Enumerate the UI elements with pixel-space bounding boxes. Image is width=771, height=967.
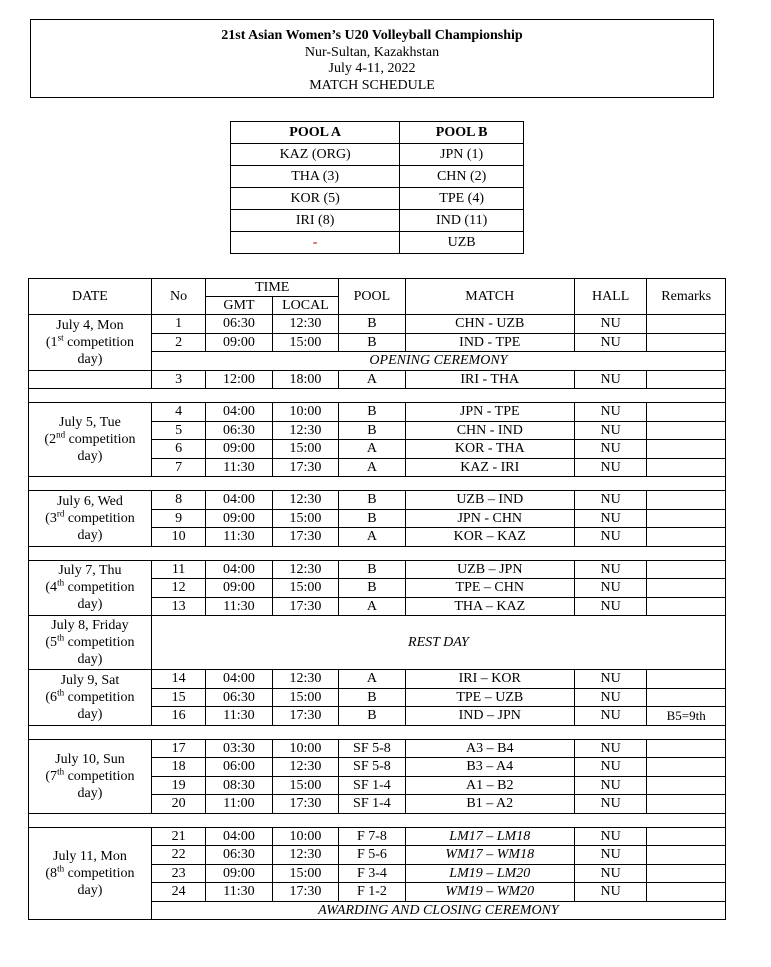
- local-time: 12:30: [272, 315, 338, 334]
- remarks-header: Remarks: [647, 279, 726, 315]
- spacer-row: [29, 725, 726, 739]
- hall-cell: NU: [574, 370, 647, 389]
- gmt-time: 09:00: [206, 440, 272, 459]
- hall-cell: NU: [574, 579, 647, 598]
- match-row: [29, 739, 726, 758]
- local-time: 15:00: [272, 333, 338, 352]
- match-no: 23: [151, 864, 205, 883]
- opening-ceremony: OPENING CEREMONY: [151, 352, 725, 371]
- match-cell: TPE – UZB: [405, 688, 574, 707]
- hall-cell: NU: [574, 795, 647, 814]
- hall-cell: NU: [574, 528, 647, 547]
- pool-row: [231, 144, 524, 166]
- pool-cell: B: [339, 509, 405, 528]
- hall-cell: NU: [574, 440, 647, 459]
- hall-cell: NU: [574, 560, 647, 579]
- match-no: 10: [151, 528, 205, 547]
- day-label: day): [77, 351, 103, 367]
- match-row: [29, 403, 726, 422]
- remarks-cell: [647, 827, 726, 846]
- pool-b-team: TPE (4): [400, 188, 524, 210]
- hall-cell: NU: [574, 403, 647, 422]
- match-cell: CHN - UZB: [405, 315, 574, 334]
- match-no: 2: [151, 333, 205, 352]
- day-ordinal-suffix: th: [57, 632, 65, 643]
- local-time: 12:30: [272, 758, 338, 777]
- pool-cell: B: [339, 333, 405, 352]
- pool-cell: B: [339, 707, 405, 726]
- hall-cell: NU: [574, 670, 647, 689]
- pool-a-team: THA (3): [231, 166, 400, 188]
- remarks-cell: [647, 440, 726, 459]
- match-no: 7: [151, 458, 205, 477]
- match-cell: UZB – JPN: [405, 560, 574, 579]
- remarks-cell: [647, 370, 726, 389]
- date-label: July 5, Tue: [59, 415, 121, 430]
- pool-cell: B: [339, 491, 405, 510]
- day-ordinal: (1: [45, 334, 58, 350]
- match-no: 12: [151, 579, 205, 598]
- remarks-cell: B5=9th: [647, 707, 726, 726]
- gmt-time: 06:30: [206, 846, 272, 865]
- local-time: 10:00: [272, 827, 338, 846]
- gmt-time: 06:30: [206, 688, 272, 707]
- pool-a-team: IRI (8): [231, 210, 400, 232]
- hall-header: HALL: [574, 279, 647, 315]
- local-time: 17:30: [272, 597, 338, 616]
- match-no: 5: [151, 421, 205, 440]
- pool-cell: SF 1-4: [339, 776, 405, 795]
- pool-a-team: -: [231, 232, 400, 254]
- date-cell: [29, 560, 152, 616]
- day-ordinal-suffix: th: [57, 577, 65, 588]
- gmt-time: 04:00: [206, 560, 272, 579]
- pool-header: POOL: [339, 279, 405, 315]
- hall-cell: NU: [574, 421, 647, 440]
- day-ordinal: (5: [45, 635, 58, 650]
- pool-cell: B: [339, 688, 405, 707]
- location: Nur-Sultan, Kazakhstan: [304, 44, 440, 60]
- pool-b-header: POOL B: [400, 122, 524, 144]
- match-cell: IND - TPE: [405, 333, 574, 352]
- local-time: 15:00: [272, 509, 338, 528]
- day-ordinal-suffix: th: [57, 765, 65, 776]
- hall-cell: NU: [574, 707, 647, 726]
- remarks-cell: [647, 883, 726, 902]
- competition-label: competition: [63, 334, 134, 350]
- date-cell: [29, 827, 152, 920]
- gmt-time: 11:30: [206, 528, 272, 547]
- pool-row: [231, 166, 524, 188]
- match-no: 8: [151, 491, 205, 510]
- championship-title: 21st Asian Women’s U20 Volleyball Championship: [221, 28, 523, 43]
- hall-cell: NU: [574, 758, 647, 777]
- match-no: 11: [151, 560, 205, 579]
- competition-label: competition: [64, 768, 135, 784]
- match-no: 6: [151, 440, 205, 459]
- day-label: day): [77, 449, 103, 464]
- remarks-cell: [647, 688, 726, 707]
- local-time: 15:00: [272, 688, 338, 707]
- day-ordinal-suffix: nd: [56, 429, 66, 440]
- pool-table: [230, 121, 524, 254]
- day-ordinal: (3: [45, 510, 57, 526]
- column-header-row: [29, 279, 726, 297]
- day-ordinal: (8: [45, 865, 58, 881]
- gmt-time: 09:00: [206, 333, 272, 352]
- hall-cell: NU: [574, 491, 647, 510]
- remarks-cell: [647, 597, 726, 616]
- spacer: [29, 477, 726, 491]
- gmt-time: 06:30: [206, 421, 272, 440]
- date-label: July 7, Thu: [58, 563, 122, 579]
- local-time: 12:30: [272, 846, 338, 865]
- match-cell: TPE – CHN: [405, 579, 574, 598]
- pool-cell: B: [339, 560, 405, 579]
- rest-day-label: REST DAY: [151, 616, 725, 670]
- match-no: 24: [151, 883, 205, 902]
- closing-ceremony: AWARDING AND CLOSING CEREMONY: [151, 901, 725, 920]
- time-header: TIME: [206, 279, 339, 297]
- date-label: July 4, Mon: [56, 317, 124, 333]
- match-cell: JPN - CHN: [405, 509, 574, 528]
- spacer-row: [29, 389, 726, 403]
- gmt-time: 12:00: [206, 370, 272, 389]
- local-time: 17:30: [272, 458, 338, 477]
- remarks-cell: [647, 864, 726, 883]
- hall-cell: NU: [574, 315, 647, 334]
- local-time: 10:00: [272, 739, 338, 758]
- match-cell: KOR - THA: [405, 440, 574, 459]
- gmt-time: 11:30: [206, 458, 272, 477]
- local-time: 17:30: [272, 707, 338, 726]
- remarks-cell: [647, 670, 726, 689]
- pool-a-team: KOR (5): [231, 188, 400, 210]
- day-label: day): [77, 597, 103, 613]
- match-cell: LM17 – LM18: [405, 827, 574, 846]
- date-cell: [29, 370, 152, 389]
- gmt-time: 09:00: [206, 579, 272, 598]
- match-no: 15: [151, 688, 205, 707]
- pool-cell: A: [339, 440, 405, 459]
- match-no: 16: [151, 707, 205, 726]
- spacer-row: [29, 477, 726, 491]
- pool-b-team: IND (11): [400, 210, 524, 232]
- local-time: 12:30: [272, 670, 338, 689]
- remarks-cell: [647, 315, 726, 334]
- match-cell: JPN - TPE: [405, 403, 574, 422]
- gmt-time: 04:00: [206, 670, 272, 689]
- gmt-time: 11:30: [206, 597, 272, 616]
- match-no: 19: [151, 776, 205, 795]
- pool-cell: A: [339, 370, 405, 389]
- day-ordinal-suffix: th: [57, 863, 65, 874]
- local-time: 15:00: [272, 440, 338, 459]
- remarks-cell: [647, 846, 726, 865]
- local-time: 17:30: [272, 883, 338, 902]
- match-no: 1: [151, 315, 205, 334]
- day-ordinal-suffix: th: [57, 687, 65, 698]
- match-row: [29, 370, 726, 389]
- match-row: [29, 560, 726, 579]
- remarks-cell: [647, 491, 726, 510]
- gmt-time: 04:00: [206, 403, 272, 422]
- hall-cell: NU: [574, 739, 647, 758]
- hall-cell: NU: [574, 458, 647, 477]
- match-row: [29, 491, 726, 510]
- date-cell: [29, 616, 152, 670]
- date-cell: [29, 670, 152, 726]
- pool-row: [231, 232, 524, 254]
- remarks-cell: [647, 739, 726, 758]
- pool-cell: A: [339, 528, 405, 547]
- match-row: [29, 670, 726, 689]
- pool-cell: SF 5-8: [339, 758, 405, 777]
- remarks-cell: [647, 528, 726, 547]
- day-label: day): [77, 882, 103, 898]
- remarks-cell: [647, 776, 726, 795]
- pool-a-team: KAZ (ORG): [231, 144, 400, 166]
- pool-row: [231, 188, 524, 210]
- match-no: 4: [151, 403, 205, 422]
- match-cell: IRI - THA: [405, 370, 574, 389]
- pool-cell: A: [339, 670, 405, 689]
- match-row: [29, 827, 726, 846]
- gmt-time: 11:00: [206, 795, 272, 814]
- pool-cell: F 1-2: [339, 883, 405, 902]
- day-ordinal: (7: [45, 768, 58, 784]
- hall-cell: NU: [574, 688, 647, 707]
- match-cell: UZB – IND: [405, 491, 574, 510]
- match-cell: WM19 – WM20: [405, 883, 574, 902]
- remarks-cell: [647, 560, 726, 579]
- pool-a-header: POOL A: [231, 122, 400, 144]
- match-no: 20: [151, 795, 205, 814]
- document-header: [30, 19, 714, 98]
- date-cell: [29, 739, 152, 813]
- date-header: DATE: [29, 279, 152, 315]
- hall-cell: NU: [574, 864, 647, 883]
- pool-cell: F 7-8: [339, 827, 405, 846]
- day-ordinal-suffix: st: [57, 332, 64, 343]
- match-cell: A1 – B2: [405, 776, 574, 795]
- competition-label: competition: [64, 689, 135, 705]
- remarks-cell: [647, 795, 726, 814]
- gmt-time: 03:30: [206, 739, 272, 758]
- remarks-cell: [647, 403, 726, 422]
- match-cell: KAZ - IRI: [405, 458, 574, 477]
- match-cell: B1 – A2: [405, 795, 574, 814]
- local-time: 18:00: [272, 370, 338, 389]
- match-no: 18: [151, 758, 205, 777]
- spacer: [29, 546, 726, 560]
- date-label: July 8, Friday: [51, 618, 129, 633]
- local-header: LOCAL: [272, 297, 338, 315]
- pool-cell: A: [339, 458, 405, 477]
- spacer: [29, 389, 726, 403]
- remarks-cell: [647, 579, 726, 598]
- pool-cell: B: [339, 421, 405, 440]
- hall-cell: NU: [574, 597, 647, 616]
- remarks-cell: [647, 458, 726, 477]
- pool-b-team: CHN (2): [400, 166, 524, 188]
- match-no: 9: [151, 509, 205, 528]
- match-cell: THA – KAZ: [405, 597, 574, 616]
- pool-cell: B: [339, 315, 405, 334]
- competition-label: competition: [64, 635, 135, 650]
- local-time: 12:30: [272, 491, 338, 510]
- date-cell: [29, 403, 152, 477]
- match-cell: A3 – B4: [405, 739, 574, 758]
- match-no: 3: [151, 370, 205, 389]
- pool-b-team: JPN (1): [400, 144, 524, 166]
- local-time: 12:30: [272, 421, 338, 440]
- match-no: 13: [151, 597, 205, 616]
- match-cell: KOR – KAZ: [405, 528, 574, 547]
- match-cell: B3 – A4: [405, 758, 574, 777]
- match-no: 21: [151, 827, 205, 846]
- match-no: 22: [151, 846, 205, 865]
- competition-label: competition: [64, 510, 135, 526]
- spacer-row: [29, 813, 726, 827]
- date-cell: [29, 491, 152, 547]
- local-time: 10:00: [272, 403, 338, 422]
- date-label: July 11, Mon: [53, 848, 127, 864]
- spacer: [29, 813, 726, 827]
- gmt-time: 09:00: [206, 864, 272, 883]
- hall-cell: NU: [574, 509, 647, 528]
- gmt-time: 11:30: [206, 707, 272, 726]
- gmt-time: 06:00: [206, 758, 272, 777]
- gmt-time: 04:00: [206, 827, 272, 846]
- gmt-time: 11:30: [206, 883, 272, 902]
- match-header: MATCH: [405, 279, 574, 315]
- hall-cell: NU: [574, 883, 647, 902]
- day-ordinal: (2: [44, 432, 57, 447]
- pool-cell: A: [339, 597, 405, 616]
- hall-cell: NU: [574, 846, 647, 865]
- day-ordinal: (4: [45, 580, 58, 596]
- match-schedule-table: [28, 278, 726, 920]
- pool-cell: B: [339, 579, 405, 598]
- date-label: July 6, Wed: [56, 493, 123, 509]
- local-time: 15:00: [272, 864, 338, 883]
- gmt-time: 09:00: [206, 509, 272, 528]
- match-cell: IND – JPN: [405, 707, 574, 726]
- pool-cell: SF 5-8: [339, 739, 405, 758]
- local-time: 15:00: [272, 579, 338, 598]
- competition-label: competition: [64, 865, 135, 881]
- pool-cell: SF 1-4: [339, 795, 405, 814]
- gmt-time: 04:00: [206, 491, 272, 510]
- pool-cell: F 5-6: [339, 846, 405, 865]
- pool-b-team: UZB: [400, 232, 524, 254]
- match-cell: WM17 – WM18: [405, 846, 574, 865]
- remarks-cell: [647, 421, 726, 440]
- day-label: day): [77, 706, 103, 722]
- local-time: 15:00: [272, 776, 338, 795]
- day-label: day): [77, 785, 103, 801]
- pool-cell: B: [339, 403, 405, 422]
- day-label: day): [77, 652, 103, 667]
- pool-row: [231, 210, 524, 232]
- gmt-time: 08:30: [206, 776, 272, 795]
- hall-cell: NU: [574, 333, 647, 352]
- match-no: 17: [151, 739, 205, 758]
- match-no: 14: [151, 670, 205, 689]
- date-cell: [29, 315, 152, 371]
- competition-label: competition: [65, 432, 136, 447]
- spacer-row: [29, 546, 726, 560]
- day-label: day): [77, 527, 103, 543]
- match-cell: LM19 – LM20: [405, 864, 574, 883]
- day-ordinal: (6: [45, 689, 58, 705]
- pool-cell: F 3-4: [339, 864, 405, 883]
- hall-cell: NU: [574, 776, 647, 795]
- event-dates: July 4-11, 2022: [328, 61, 416, 76]
- match-cell: IRI – KOR: [405, 670, 574, 689]
- local-time: 17:30: [272, 795, 338, 814]
- gmt-header: GMT: [206, 297, 272, 315]
- match-cell: CHN - IND: [405, 421, 574, 440]
- day-ordinal-suffix: rd: [56, 508, 65, 519]
- hall-cell: NU: [574, 827, 647, 846]
- competition-label: competition: [64, 580, 135, 596]
- gmt-time: 06:30: [206, 315, 272, 334]
- remarks-cell: [647, 333, 726, 352]
- remarks-cell: [647, 758, 726, 777]
- date-label: July 10, Sun: [55, 751, 125, 767]
- local-time: 17:30: [272, 528, 338, 547]
- date-label: July 9, Sat: [60, 672, 120, 688]
- pool-header-row: [231, 122, 524, 144]
- spacer: [29, 725, 726, 739]
- rest-day-row: [29, 616, 726, 670]
- remarks-cell: [647, 509, 726, 528]
- schedule-subtitle: MATCH SCHEDULE: [309, 77, 435, 93]
- local-time: 12:30: [272, 560, 338, 579]
- no-header: No: [151, 279, 205, 315]
- match-row: [29, 315, 726, 334]
